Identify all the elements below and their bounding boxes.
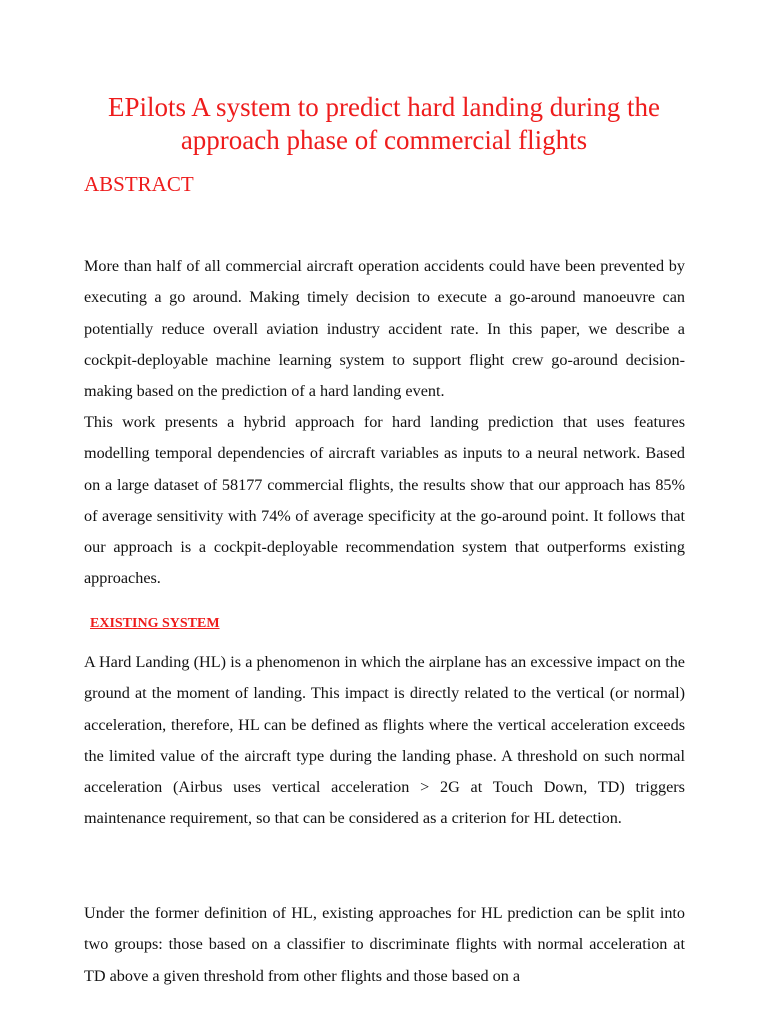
document-title: EPilots A system to predict hard landing during the approach phase of commercial flights bbox=[108, 92, 660, 155]
existing-system-heading: EXISTING SYSTEM bbox=[90, 616, 220, 631]
existing-system-paragraph-2: Under the former definition of HL, existing approaches for HL prediction can be split into two groups: those based on a classifier to discriminate flights with normal acceleration at TD above a given threshold from other flights and those based on a bbox=[84, 904, 685, 985]
abstract-paragraph-2: This work presents a hybrid approach for hard landing prediction that uses features modelling temporal dependencies of aircraft variables as inputs to a neural network. Based on a large dataset of 58177 commercial flights, the results show that our approach has 85% of average sensitivity with 74% of average specificity at the go-around point. It follows that our approach is a cockpit-deployable recommendation system that outperforms existing approaches. bbox=[84, 413, 685, 588]
abstract-paragraph-1: More than half of all commercial aircraft operation accidents could have been prevented by executing a go around. Making timely decision to execute a go-around manoeuvre can potentially reduce overall aviation industry accident rate. In this paper, we describe a cockpit-deployable machine learning system to support flight crew go-around decision-making based on the prediction of a hard landing event. bbox=[84, 257, 685, 401]
abstract-heading: ABSTRACT bbox=[84, 172, 194, 196]
existing-system-paragraph-1: A Hard Landing (HL) is a phenomenon in which the airplane has an excessive impact on the ground at the moment of landing. This impact is directly related to the vertical (or normal) acceleration, therefore, HL can be defined as flights where the vertical acceleration exceeds the limited value of the aircraft type during the landing phase. A threshold on such normal acceleration (Airbus uses vertical acceleration > 2G at Touch Down, TD) triggers maintenance requirement, so that can be considered as a criterion for HL detection. bbox=[84, 653, 685, 828]
